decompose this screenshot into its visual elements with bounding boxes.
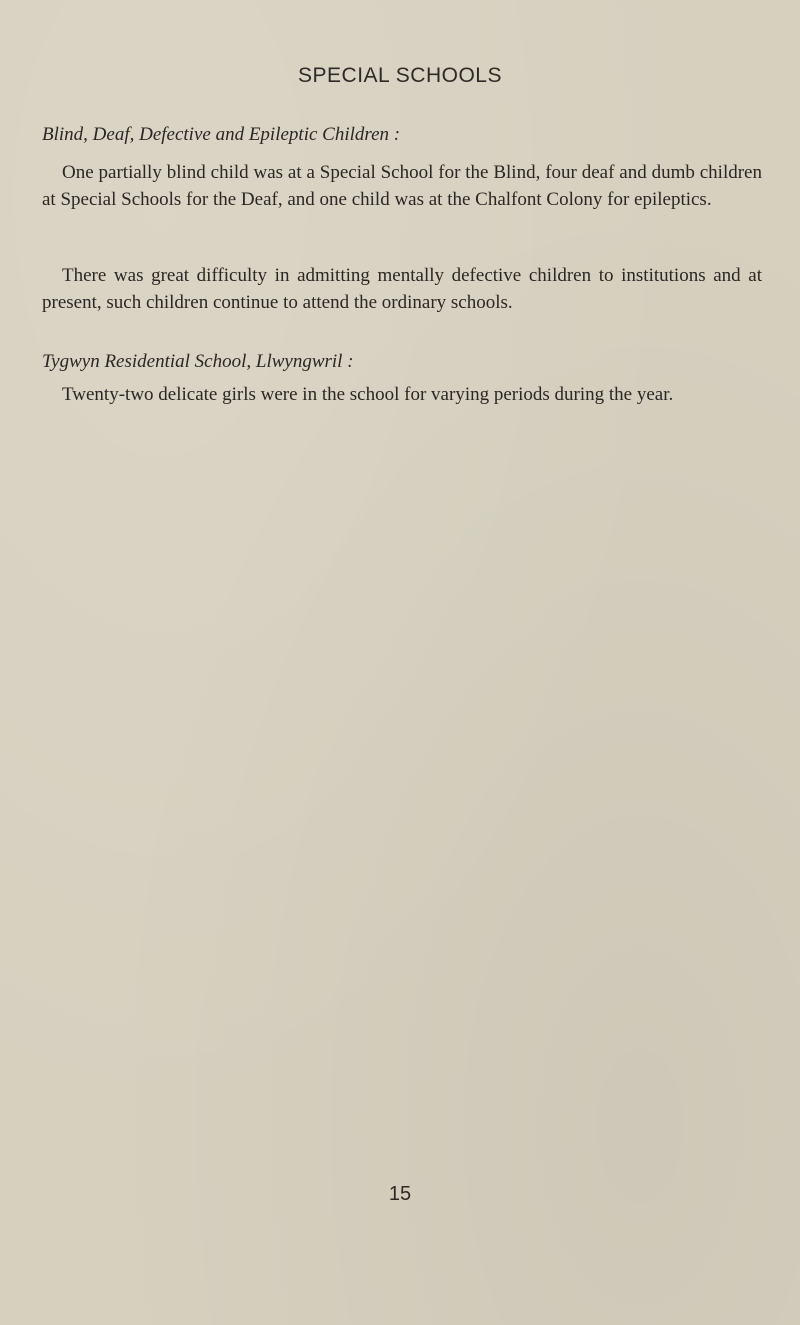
paragraph-tygwyn-school: Twenty-two delicate girls were in the school for varying periods during the year. (62, 384, 674, 405)
page-title: SPECIAL SCHOOLS (298, 64, 502, 87)
section-heading-special-schools: Blind, Deaf, Defective and Epileptic Children : (42, 124, 401, 145)
paragraph-special-schools-attendance: One partially blind child was at a Special School for the Blind, four deaf and dumb children at Special Schools for the Deaf, and one child was at the Chalfont Colony for epileptics. (42, 162, 762, 210)
page-number: 15 (388, 1183, 412, 1205)
paragraph-mentally-defective-children: There was great difficulty in admitting mentally defective children to institutions and at present, such children continue to attend the ordinary schools. (42, 265, 762, 313)
section-heading-tygwyn-school: Tygwyn Residential School, Llwyngwril : (42, 351, 354, 372)
